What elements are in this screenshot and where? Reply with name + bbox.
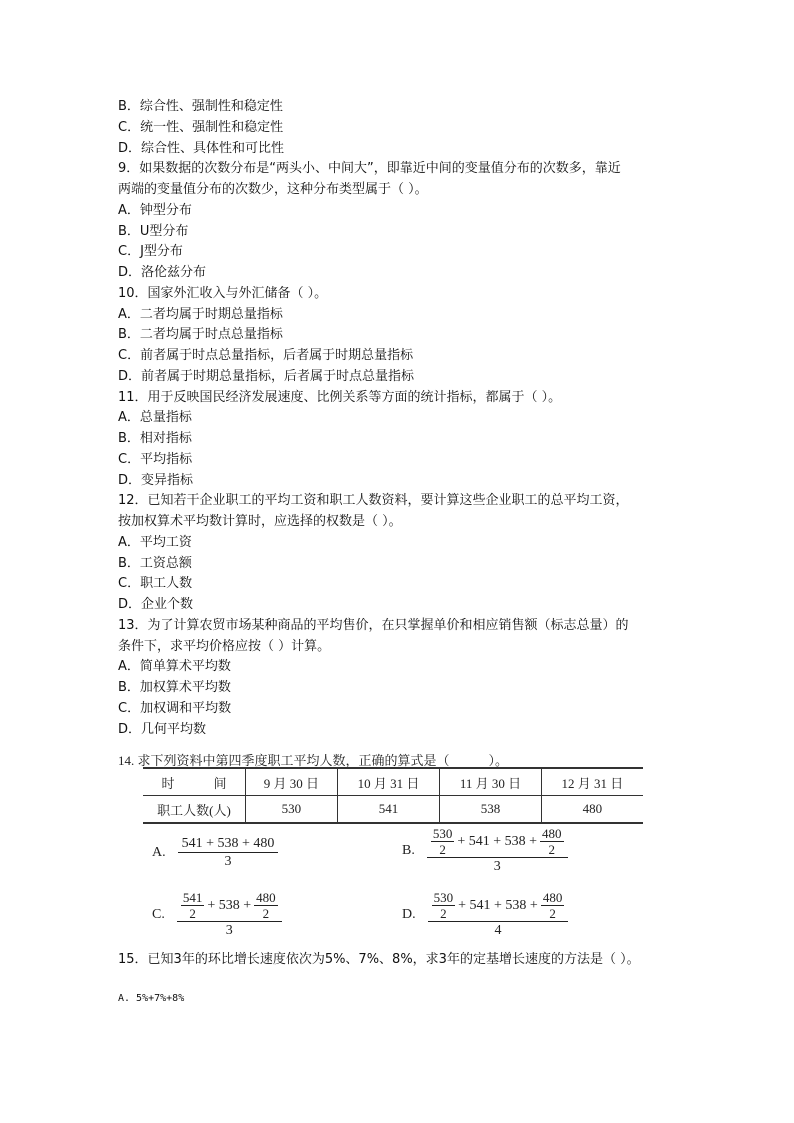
sub-denominator: 2 xyxy=(440,906,447,921)
text-line: 12．已知若干企业职工的平均工资和职工人数资料，要计算这些企业职工的总平均工资， xyxy=(118,493,629,509)
text-line: A．简单算术平均数 xyxy=(118,659,231,675)
sub-numerator: 480 xyxy=(542,826,562,841)
text-line: C．平均指标 xyxy=(118,451,193,467)
table-cell: 时 间 xyxy=(143,768,246,796)
sub-denominator: 2 xyxy=(189,906,196,921)
sub-denominator: 2 xyxy=(548,842,556,857)
table-cell: 480 xyxy=(541,796,643,824)
middle-terms: + 538 + xyxy=(207,897,252,913)
table-header-row xyxy=(143,768,643,796)
table-cell: 9 月 30 日 xyxy=(246,768,338,796)
table-row xyxy=(143,796,643,824)
option-label: C. xyxy=(152,906,165,922)
text-line: C．J型分布 xyxy=(118,244,183,260)
option-label: D. xyxy=(402,906,416,922)
text-line: 条件下，求平均价格应按（ ）计算。 xyxy=(118,638,331,654)
text-line: A．平均工资 xyxy=(118,534,192,550)
text-line: B．相对指标 xyxy=(118,431,192,446)
question-15: 15．已知3年的环比增长速度依次为5%、7%、8%，求3年的定基增长速度的方法是（ ）。 xyxy=(118,952,640,967)
text-line: 10．国家外汇收入与外汇储备（ ）。 xyxy=(118,285,328,301)
text-line: D．变异指标 xyxy=(118,472,194,488)
question-14: 14. 求下列资料中第四季度职工平均人数，正确的算式是（ ）。 xyxy=(118,753,509,768)
table-cell: 10 月 31 日 xyxy=(337,768,439,796)
text-line: C．前者属于时点总量指标，后者属于时期总量指标 xyxy=(118,348,414,363)
middle-terms: + 541 + 538 + xyxy=(457,833,538,849)
text-line: D．企业个数 xyxy=(118,597,194,612)
text-line: A．总量指标 xyxy=(118,410,192,426)
text-line: 按加权算术平均数计算时，应选择的权数是（ ）。 xyxy=(118,514,402,529)
denominator: 3 xyxy=(493,859,501,874)
table-cell: 职工人数(人) xyxy=(143,796,246,824)
text-line: 两端的变量值分布的次数少，这种分布类型属于（ ）。 xyxy=(118,182,428,197)
text-line: D．洛伦兹分布 xyxy=(118,265,207,280)
table-cell: 530 xyxy=(246,796,338,824)
text-line: 11．用于反映国民经济发展速度、比例关系等方面的统计指标，都属于（ ）。 xyxy=(118,389,562,405)
text-line: D．前者属于时期总量指标，后者属于时点总量指标 xyxy=(118,368,415,384)
text-line: 13．为了计算农贸市场某种商品的平均售价，在只掌握单价和相应销售额（标志总量）的 xyxy=(118,617,629,633)
table-cell: 538 xyxy=(440,796,542,824)
text-line: C．职工人数 xyxy=(118,576,193,592)
text-line: A．二者均属于时期总量指标 xyxy=(118,306,283,322)
text-line: D．几何平均数 xyxy=(118,721,207,737)
formula xyxy=(427,826,568,875)
option-label: B. xyxy=(402,842,415,858)
denominator: 3 xyxy=(225,923,233,938)
option-d xyxy=(402,890,568,939)
sub-numerator: 480 xyxy=(256,890,276,905)
sub-denominator: 2 xyxy=(262,906,270,921)
numerator: 541 + 538 + 480 xyxy=(178,836,279,853)
sub-numerator: 541 xyxy=(182,890,203,905)
option-a xyxy=(152,836,278,870)
sub-numerator: 530 xyxy=(432,826,453,841)
formula xyxy=(428,890,569,939)
table-cell: 11 月 30 日 xyxy=(440,768,542,796)
text-line: B．加权算术平均数 xyxy=(118,680,231,695)
formula xyxy=(177,890,282,939)
text-line: B．综合性、强制性和稳定性 xyxy=(118,99,283,114)
text-line: B．工资总额 xyxy=(118,555,192,571)
text-line: B．U型分布 xyxy=(118,223,189,239)
option-c xyxy=(152,890,282,939)
text-line: A．钟型分布 xyxy=(118,202,192,218)
text-line: D．综合性、具体性和可比性 xyxy=(118,140,285,156)
numerator xyxy=(428,890,569,922)
numerator xyxy=(427,826,568,858)
staff-table xyxy=(143,767,643,824)
text-line: C．统一性、强制性和稳定性 xyxy=(118,119,284,135)
middle-terms: + 541 + 538 + xyxy=(458,897,538,913)
denominator: 4 xyxy=(494,923,502,938)
text-line: C．加权调和平均数 xyxy=(118,700,232,716)
numerator xyxy=(177,890,282,922)
sub-denominator: 2 xyxy=(439,842,446,857)
question-text xyxy=(118,97,678,740)
option-b xyxy=(402,826,568,875)
text-line: 9．如果数据的次数分布是“两头小、中间大”，即靠近中间的变量值分布的次数多，靠近 xyxy=(118,161,621,177)
option-label: A. xyxy=(152,845,166,860)
sub-numerator: 530 xyxy=(433,890,454,905)
table-cell: 12 月 31 日 xyxy=(541,768,643,796)
sub-denominator: 2 xyxy=(549,906,556,921)
denominator: 3 xyxy=(224,854,232,869)
table-cell: 541 xyxy=(337,796,439,824)
option-a: A. 5%+7%+8% xyxy=(118,993,185,1004)
formula xyxy=(178,836,279,870)
text-line: B．二者均属于时点总量指标 xyxy=(118,327,283,343)
sub-numerator: 480 xyxy=(542,890,563,905)
